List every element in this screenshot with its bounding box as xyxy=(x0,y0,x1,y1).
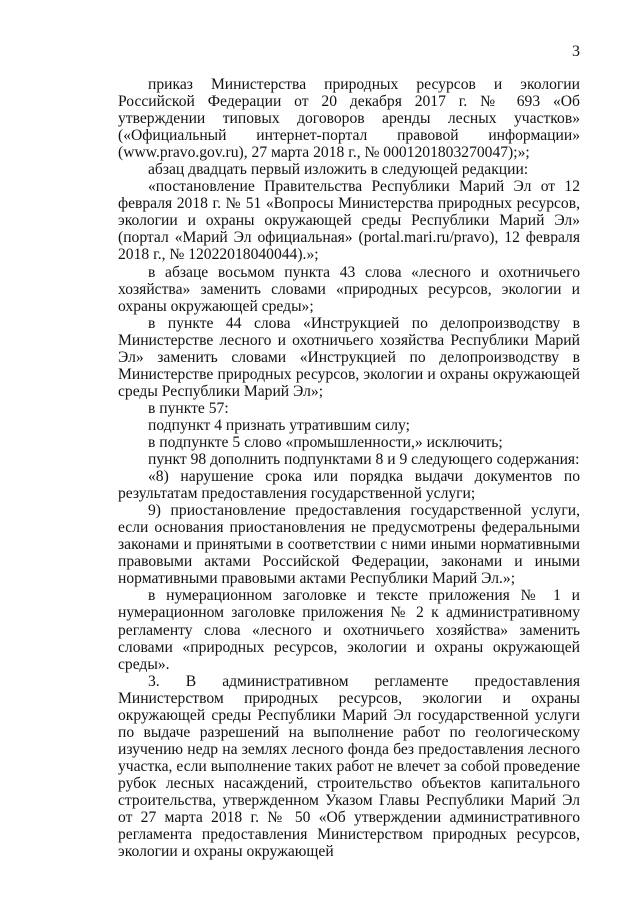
paragraph-order-693: приказ Министерства природных ресурсов и экологии Российской Федерации от 20 декабря 2017 г. № 693 «Об утверждении типовых договоров аренды лесных участков» («Официальный интернет-портал правовой информации» (www.pravo.gov.ru), 27 марта 2018 г., № 0001201803270047);»; xyxy=(118,76,580,162)
paragraph-punkt-98: пункт 98 дополнить подпунктами 8 и 9 следующего содержания: xyxy=(148,451,580,469)
paragraph-abzac-21: абзац двадцать первый изложить в следующей редакции: xyxy=(148,161,529,179)
paragraph-punkt-43: в абзаце восьмом пункта 43 слова «лесного и охотничьего хозяйства» заменить словами «природных ресурсов, экологии и охраны окружающей среды»; xyxy=(118,263,580,315)
paragraph-podpunkt-4: подпункт 4 признать утратившим силу; xyxy=(148,416,410,434)
paragraph-punkt-57: в пункте 57: xyxy=(148,399,229,417)
document-body xyxy=(118,76,580,860)
paragraph-podpunkt-5: в подпункте 5 слово «промышленности,» исключить; xyxy=(148,433,503,451)
paragraph-punkt-44: в пункте 44 слова «Инструкцией по делопроизводству в Министерстве лесного и охотничьего хозяйства Республики Марий Эл» заменить словами «Инструкцией по делопроизводству в Министерстве природных ресурсов, экологии и охраны окружающей среды Республики Марий Эл»; xyxy=(118,314,580,400)
paragraph-subitem-9: 9) приостановление предоставления государственной услуги, если основания приостановления не предусмотрены федеральными законами и принятыми в соответствии с ними иными нормативными правовыми актами Российской Федерации, законами и иными нормативными правовыми актами Республики Марий Эл.»; xyxy=(118,502,580,588)
paragraph-subitem-8: «8) нарушение срока или порядка выдачи документов по результатам предоставления государственной услуги; xyxy=(118,468,580,503)
page-number: 3 xyxy=(572,43,580,60)
paragraph-appendix-headings: в нумерационном заголовке и тексте приложения № 1 и нумерационном заголовке приложения № 2 к административному регламенту слова «лесного и охотничьего хозяйства» заменить словами «природных ресурсов, экологии и охраны окружающей среды». xyxy=(118,587,580,673)
paragraph-section-3: 3. В административном регламенте предоставления Министерством природных ресурсов, экологии и охраны окружающей среды Республики Марий Эл государственной услуги по выдаче разрешений на выполнение работ по геологическому изучению недр на землях лесного фонда без предоставления лесного участка, если выполнение таких работ не влечет за собой проведение рубок лесных насаждений, строительство объектов капитального строительства, утвержденном Указом Главы Республики Марий Эл от 27 марта 2018 г. № 50 «Об утверждении административного регламента предоставления Министерством природных ресурсов, экологии и охраны окружающей xyxy=(118,672,580,861)
paragraph-postanovlenie-51: «постановление Правительства Республики Марий Эл от 12 февраля 2018 г. № 51 «Вопросы Министерства природных ресурсов, экологии и охраны окружающей среды Республики Марий Эл» (портал «Марий Эл официальная» (portal.mari.ru/pravo), 12 февраля 2018 г., № 12022018040044).»; xyxy=(118,178,580,264)
